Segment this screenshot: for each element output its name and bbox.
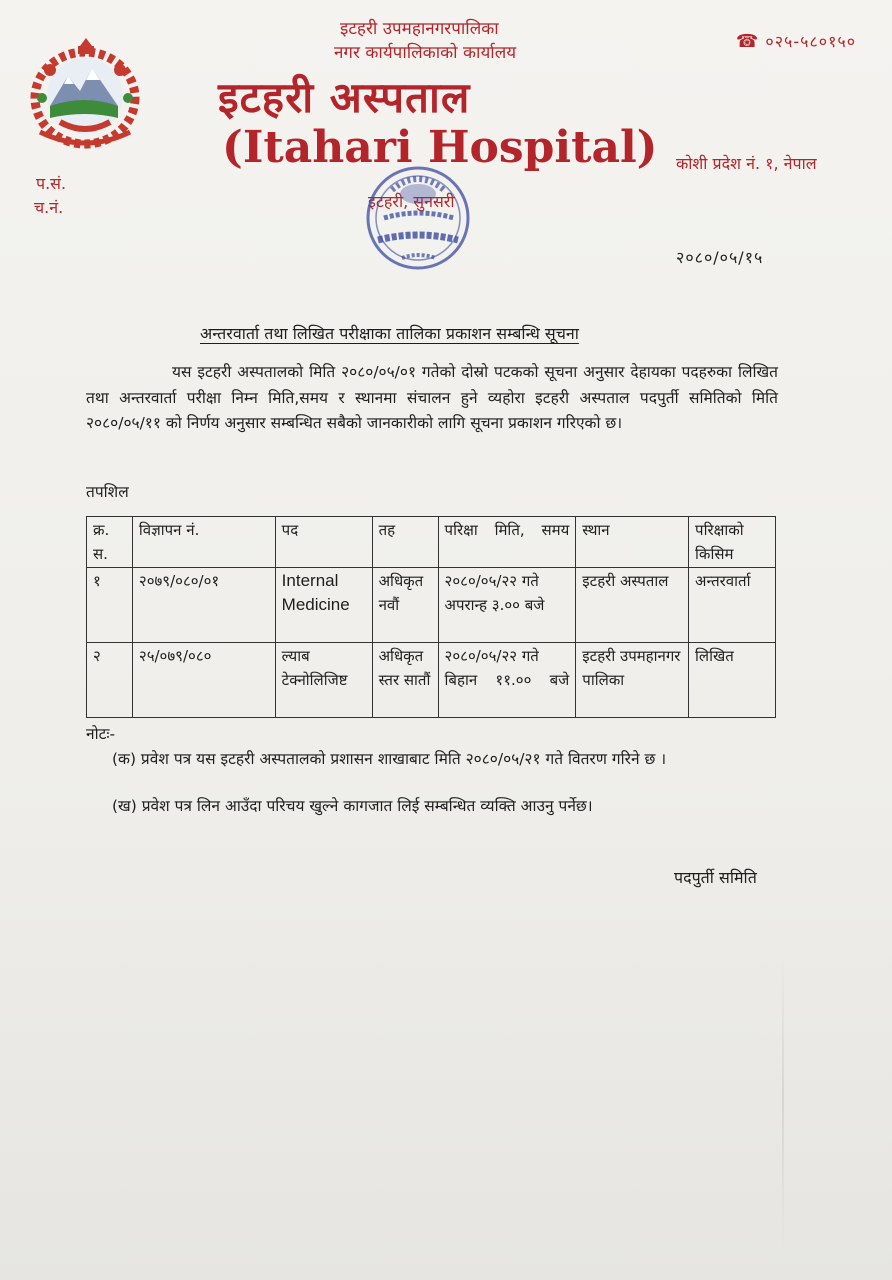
table-header-cell: विज्ञापन नं. (132, 517, 275, 568)
table-row (87, 568, 776, 643)
paper-fold (782, 950, 784, 1250)
exam-schedule-table (86, 516, 776, 718)
municipality-name: इटहरी उपमहानगरपालिका (340, 19, 499, 39)
hospital-title-english: (Itahari Hospital) (222, 122, 658, 173)
phone-number: ०२५-५८०१५० (765, 32, 857, 51)
nepal-emblem-icon (20, 36, 150, 154)
notice-body: यस इटहरी अस्पतालको मिति २०८०/०५/०१ गतेको दोस्रो पटकको सूचना अनुसार देहायका पदहरुका लिखित तथा अन्तरवार्ता परीक्षा निम्न मिति,समय र स्थानमा संचालन हुने व्यहोरा इटहरी अस्पताल पदपुर्ती समितिको मिति २०८०/०५/११ को निर्णय अनुसार सम्बन्धित सबैको जानकारीको लागि सूचना प्रकाशन गरिएको छ। (86, 363, 778, 432)
table-header-cell: परिक्षाको किसिम (689, 517, 776, 568)
table-cell: अधिकृत स्तर सातौं (372, 643, 438, 718)
table-header-cell: पद (275, 517, 372, 568)
table-cell: २०८०/०५/२२ गते अपरान्ह ३.०० बजे (438, 568, 576, 643)
telephone-icon: ☎ (736, 31, 760, 52)
table-cell: इटहरी अस्पताल (576, 568, 689, 643)
note-item: (क) प्रवेश पत्र यस इटहरी अस्पतालको प्रशासन शाखाबाट मिति २०८०/०५/२१ गते वितरण गरिने छ । (112, 750, 667, 768)
signature-committee: पदपुर्ती समिति (674, 868, 757, 887)
table-cell: अन्तरवार्ता (689, 568, 776, 643)
table-cell: Internal Medicine (275, 568, 372, 643)
notice-date: २०८०/०५/१५ (676, 248, 764, 267)
office-seal-stamp (362, 160, 474, 278)
province-address: कोशी प्रदेश नं. १, नेपाल (676, 154, 817, 173)
table-cell: १ (87, 568, 133, 643)
notes-label: नोटः- (86, 725, 116, 743)
reference-chalani-number: च.नं. (34, 198, 64, 217)
table-header-cell: स्थान (576, 517, 689, 568)
schedule-label: तपशिल (86, 483, 129, 501)
table-row (87, 643, 776, 718)
table-header-cell: तह (372, 517, 438, 568)
table-header-cell: क्र. स. (87, 517, 133, 568)
hospital-address: इटहरी, सुनसरी (368, 192, 455, 211)
phone-number-line (736, 30, 856, 52)
table-cell: अधिकृत नवौं (372, 568, 438, 643)
table-cell: २०८०/०५/२२ गते बिहान ११.०० बजे (438, 643, 576, 718)
table-header-cell: परिक्षा मिति, समय (438, 517, 576, 568)
table-cell: २०७९/०८०/०१ (132, 568, 275, 643)
office-name: नगर कार्यपालिकाको कार्यालय (334, 43, 517, 63)
table-cell: २५/०७९/०८० (132, 643, 275, 718)
reference-patra-sankhya: प.सं. (36, 174, 67, 193)
table-cell: २ (87, 643, 133, 718)
table-cell: लिखित (689, 643, 776, 718)
note-item: (ख) प्रवेश पत्र लिन आउँदा परिचय खुल्ने कागजात लिई सम्बन्धित व्यक्ति आउनु पर्नेछ। (112, 797, 593, 815)
hospital-title-nepali: इटहरी अस्पताल (218, 73, 471, 122)
table-header-row (87, 517, 776, 568)
notice-subject: अन्तरवार्ता तथा लिखित परीक्षाका तालिका प्रकाशन सम्बन्धि सूचना (200, 324, 579, 343)
table-cell: ल्याब टेक्नोलिजिष्ट (275, 643, 372, 718)
table-cell: इटहरी उपमहानगरपालिका (576, 643, 689, 718)
